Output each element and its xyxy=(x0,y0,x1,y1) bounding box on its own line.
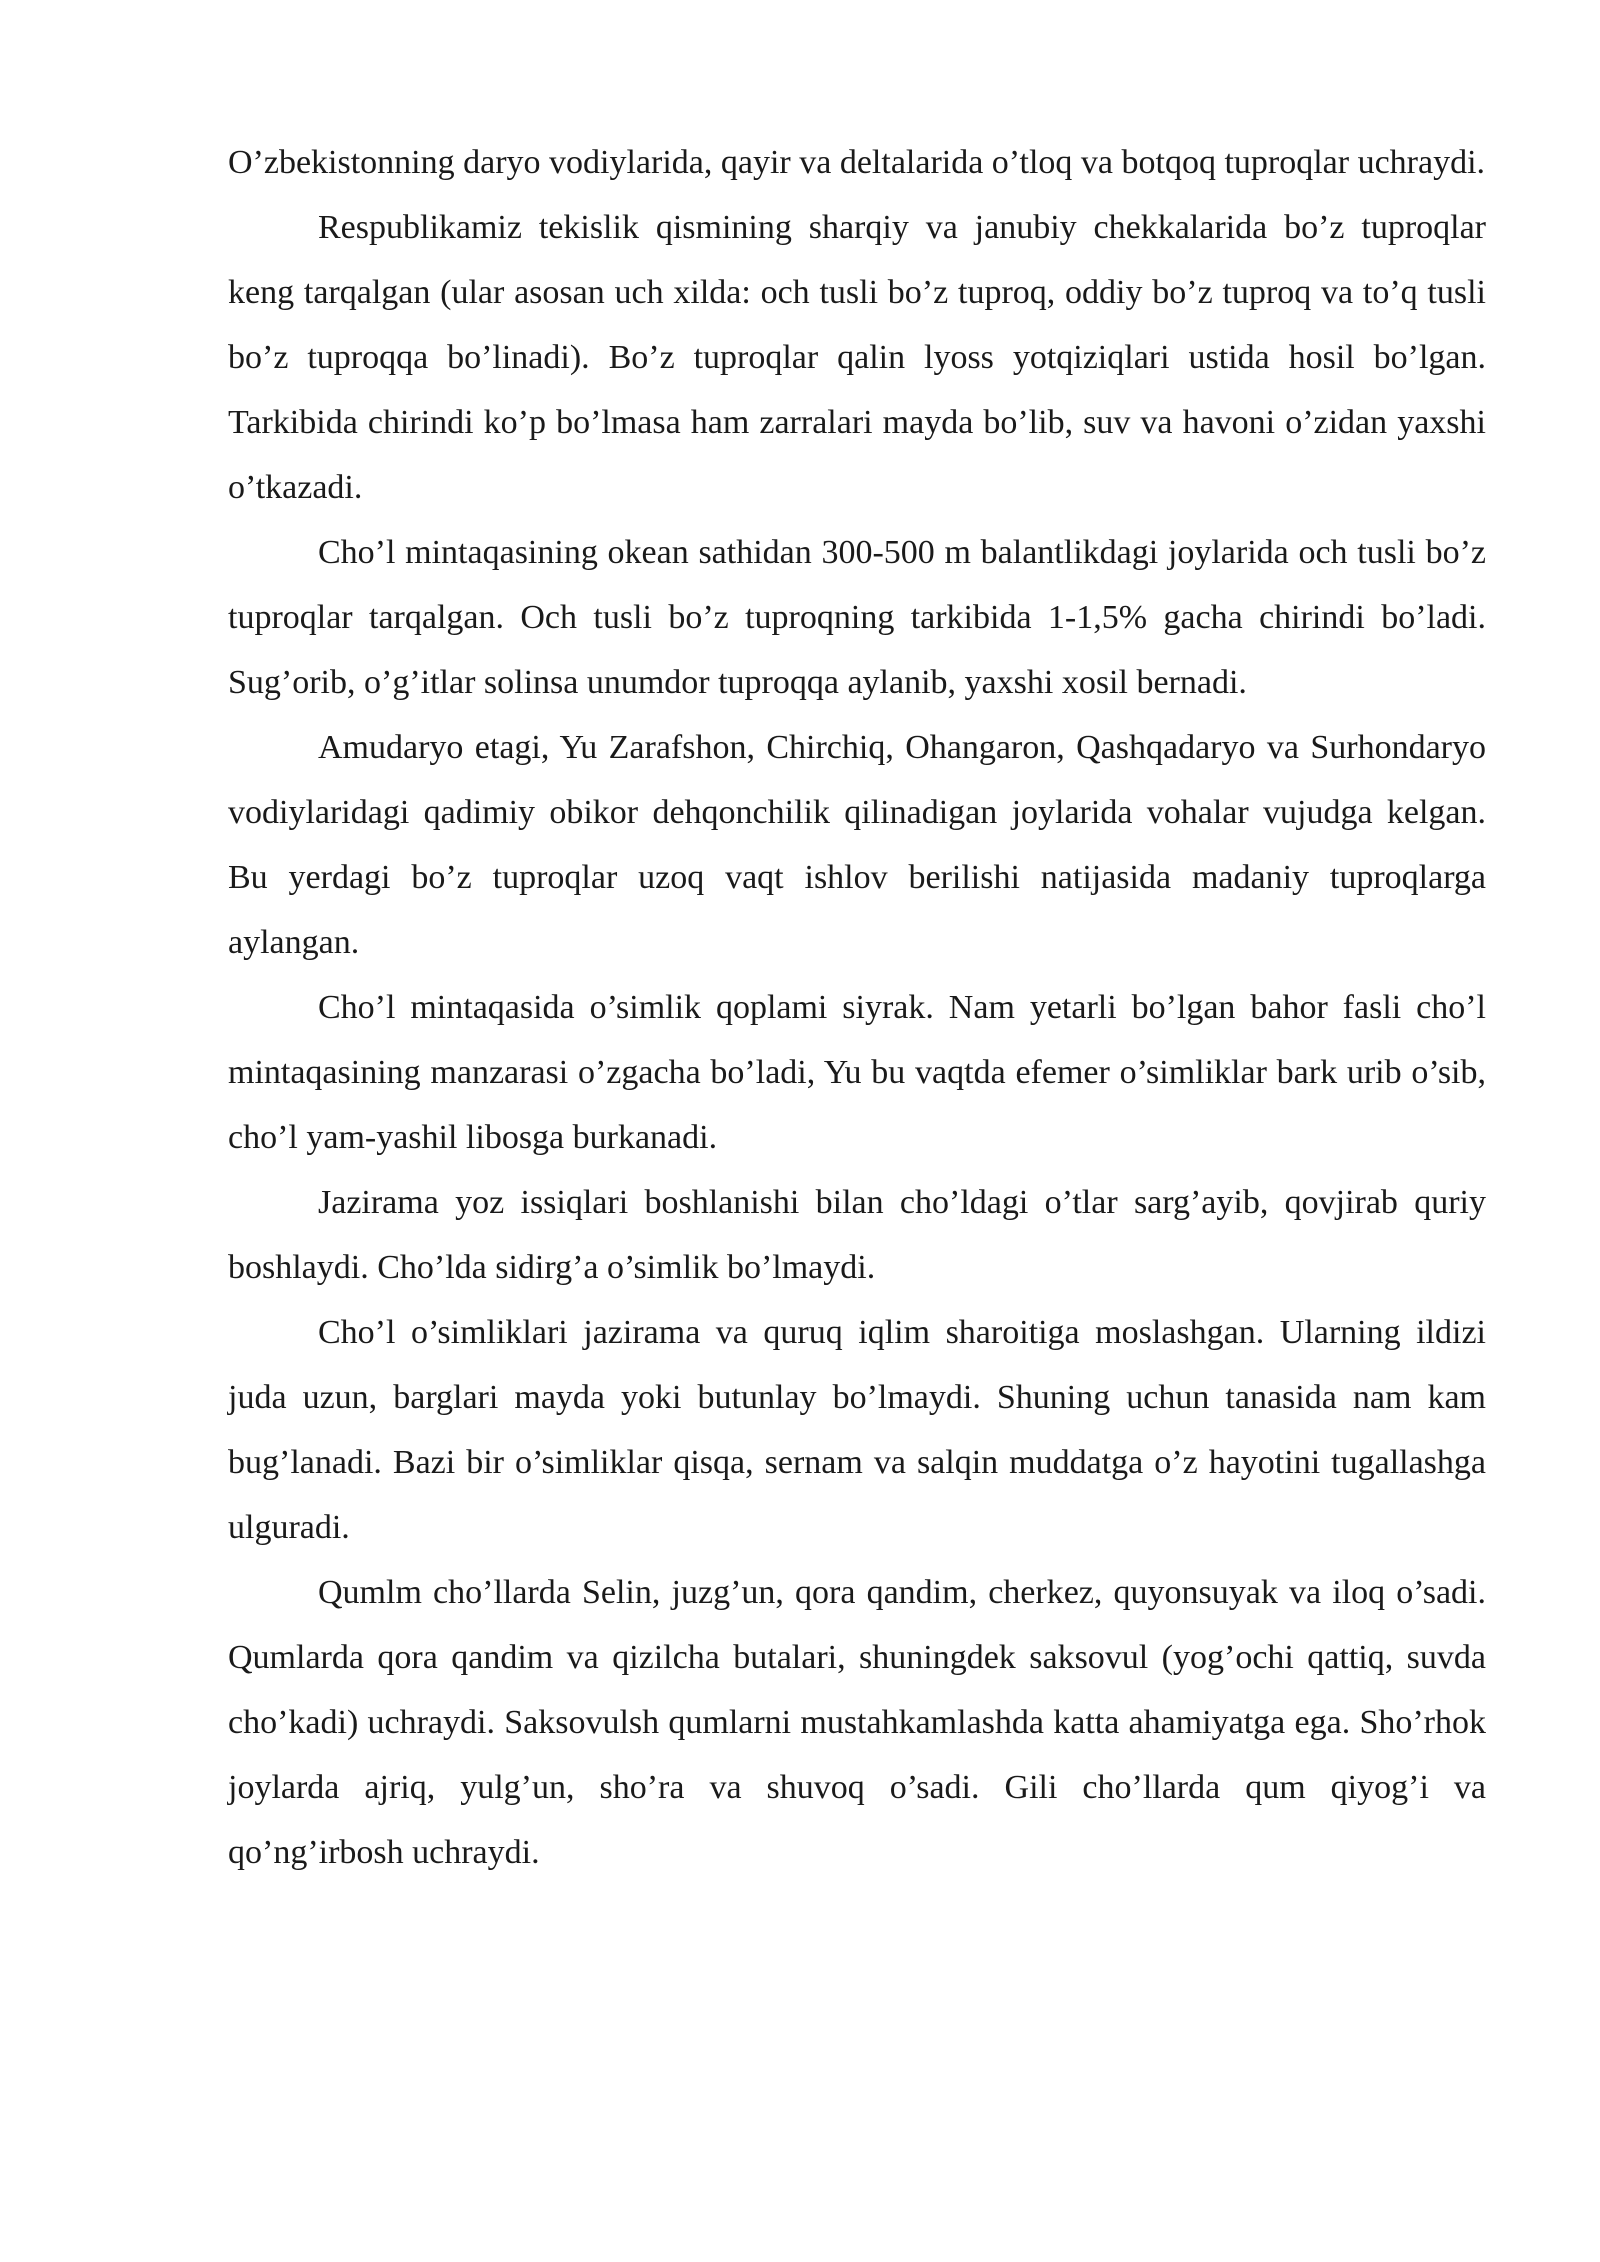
paragraph-4: Amudaryo etagi, Yu Zarafshon, Chirchiq, Ohangaron, Qashqadaryo va Surhondaryo vodiylaridagi qadimiy obikor dehqonchilik qilinadigan joylarida vohalar vujudga kelgan. Bu yerdagi bo’z tuproqlar uzoq vaqt ishlov berilishi natijasida madaniy tuproqlarga aylangan. xyxy=(228,729,1486,961)
paragraph-1: O’zbekistonning daryo vodiylarida, qayir va deltalarida o’tloq va botqoq tuproqlar uchraydi. xyxy=(228,144,1486,181)
document-body xyxy=(228,130,1486,1885)
paragraph-3: Cho’l mintaqasining okean sathidan 300-500 m balantlikdagi joylarida och tusli bo’z tuproqlar tarqalgan. Och tusli bo’z tuproqning tarkibida 1-1,5% gacha chirindi bo’ladi. Sug’orib, o’g’itlar solinsa unumdor tuproqqa aylanib, yaxshi xosil bernadi. xyxy=(228,534,1486,701)
paragraph-7: Cho’l o’simliklari jazirama va quruq iqlim sharoitiga moslashgan. Ularning ildizi juda uzun, barglari mayda yoki butunlay bo’lmaydi. Shuning uchun tanasida nam kam bug’lanadi. Bazi bir o’simliklar qisqa, sernam va salqin muddatga o’z hayotini tugallashga ulguradi. xyxy=(228,1314,1486,1546)
paragraph-8: Qumlm cho’llarda Selin, juzg’un, qora qandim, cherkez, quyonsuyak va iloq o’sadi. Qumlarda qora qandim va qizilcha butalari, shuningdek saksovul (yog’ochi qattiq, suvda cho’kadi) uchraydi. Saksovulsh qumlarni mustahkamlashda katta ahamiyatga ega. Sho’rhok joylarda ajriq, yulg’un, sho’ra va shuvoq o’sadi. Gili cho’llarda qum qiyog’i va qo’ng’irbosh uchraydi. xyxy=(228,1574,1486,1871)
paragraph-6: Jazirama yoz issiqlari boshlanishi bilan cho’ldagi o’tlar sarg’ayib, qovjirab quriy boshlaydi. Cho’lda sidirg’a o’simlik bo’lmaydi. xyxy=(228,1184,1486,1286)
paragraph-2: Respublikamiz tekislik qismining sharqiy va janubiy chekkalarida bo’z tuproqlar keng tarqalgan (ular asosan uch xilda: och tusli bo’z tuproq, oddiy bo’z tuproq va to’q tusli bo’z tuproqqa bo’linadi). Bo’z tuproqlar qalin lyoss yotqiziqlari ustida hosil bo’lgan. Tarkibida chirindi ko’p bo’lmasa ham zarralari mayda bo’lib, suv va havoni o’zidan yaxshi o’tkazadi. xyxy=(228,209,1486,506)
paragraph-5: Cho’l mintaqasida o’simlik qoplami siyrak. Nam yetarli bo’lgan bahor fasli cho’l mintaqasining manzarasi o’zgacha bo’ladi, Yu bu vaqtda efemer o’simliklar bark urib o’sib, cho’l yam-yashil libosga burkanadi. xyxy=(228,989,1486,1156)
